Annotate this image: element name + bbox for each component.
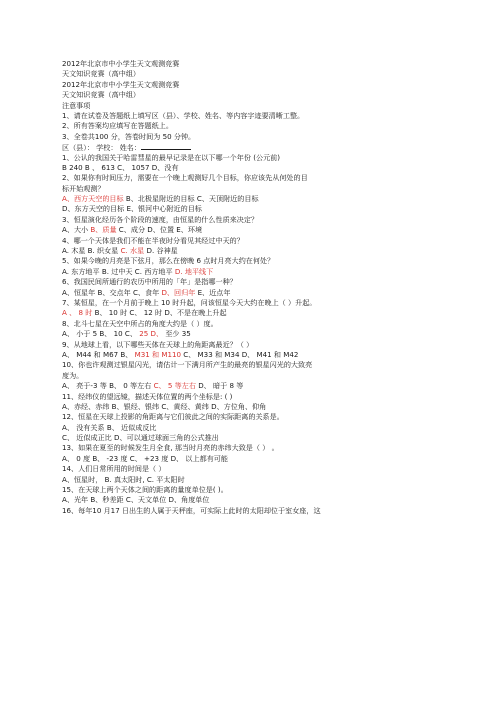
question-list — [62, 153, 442, 517]
text-segment: C、 近似成正比 D、可以通过球面三角的公式推出 — [62, 433, 219, 443]
text-segment: A、 亮于-3 等 B、 0 等左右 — [62, 381, 154, 391]
text-segment: C、成分 D、位置 E、环境 — [116, 225, 203, 235]
notice-item: 1、请在试卷及答题纸上填写区（县）、学校、姓名、等内容字迹要清晰工整。 — [62, 110, 305, 120]
text-segment: 5、如果今晚的月亮是下弦月，那么在傍晚 6 点时月亮大约在何处？ — [62, 256, 275, 266]
question-line — [62, 288, 442, 298]
question-line — [62, 360, 442, 370]
question-line — [62, 277, 442, 287]
text-segment: A、赤经、赤纬 B、银经、银纬 C、黄经、黄纬 D、方位角、仰角 — [62, 401, 267, 411]
question-line — [62, 267, 442, 277]
question-line — [62, 454, 442, 464]
question-line — [62, 485, 442, 495]
text-segment: A、恒星时， B. 真太阳时, C. 平太阳时 — [62, 474, 185, 484]
question-line — [62, 153, 442, 163]
question-line — [62, 506, 442, 516]
header-line: 天文知识竞赛（高中组） — [62, 69, 141, 79]
info-label: 区（县）： 学校： 姓名： — [62, 143, 141, 153]
text-segment: A. 东方地平 B. 过中天 C. 西方地平 — [62, 266, 175, 276]
question-line — [62, 423, 442, 433]
text-segment: D. 谷神星 — [144, 246, 178, 256]
answer-highlight: D. 地平线下 — [174, 266, 214, 276]
answer-highlight: C. 水星 — [120, 246, 145, 256]
answer-highlight: 25 D、 — [139, 329, 164, 339]
text-segment: 9、从地球上看，以下哪些天体在天球上的角距离最近？（ ） — [62, 339, 254, 349]
text-segment: 4、哪一个天体是我们不能在半夜时分看见其经过中天的？ — [62, 235, 244, 245]
text-segment: C、 M33 和 M34 D、 M41 和 M42 — [181, 349, 299, 359]
question-line — [62, 495, 442, 505]
text-segment: 至少 35 — [163, 329, 191, 339]
question-line — [62, 329, 442, 339]
question-line — [62, 298, 442, 308]
answer-highlight: A、西方天空的目标 — [62, 194, 124, 204]
text-segment: 2、如果你有时间压力，需要在一个晚上观测好几个目标，你应该先从何处的目 — [62, 173, 308, 183]
question-line — [62, 381, 442, 391]
question-line — [62, 215, 442, 225]
text-segment: A、 没有关系 B、 近似成反比 — [62, 422, 157, 432]
text-segment: E、近点年 — [195, 287, 231, 297]
text-segment: 11、经纬仪的望远镜，描述天体位置的两个坐标是: ( ) — [62, 391, 233, 401]
question-line — [62, 412, 442, 422]
question-line — [62, 256, 442, 266]
notice-item: 2、所有答案均应填写在答题纸上。 — [62, 121, 173, 131]
question-line — [62, 402, 442, 412]
text-segment: 8、北斗七星在天空中所占的角度大约是（ ）度。 — [62, 318, 218, 328]
answer-highlight: C、 5 等左右 — [153, 381, 196, 391]
text-segment: 1、公认的我国关于哈雷彗星的最早记录是在以下哪一个年份 (公元前) — [62, 152, 281, 162]
question-line — [62, 236, 442, 246]
text-segment: A. 木星 B. 织女星 — [62, 246, 121, 256]
text-segment: A、 小于 5 B、 10 C、 — [62, 329, 140, 339]
exam-text — [62, 59, 442, 516]
answer-highlight: D、回归年 — [161, 287, 196, 297]
question-line — [62, 392, 442, 402]
text-segment: D、东方天空的目标 E、银河中心附近的目标 — [62, 204, 202, 214]
question-line — [62, 246, 442, 256]
question-line — [62, 371, 442, 381]
text-segment: A、 0 度 B、 -23 度 C、 +23 度 D、 以上都有可能 — [62, 453, 228, 463]
question-line — [62, 184, 442, 194]
question-line — [62, 225, 442, 235]
text-segment: 标开始观测？ — [62, 183, 105, 193]
answer-highlight: A 、 8 时 — [62, 308, 93, 318]
question-line — [62, 163, 442, 173]
notice-item: 3、全卷共100 分，答卷时间为 50 分钟。 — [62, 131, 196, 141]
header-line: 2012年北京市中小学生天文观测竞赛 — [62, 59, 180, 68]
text-segment: 12、恒星在天球上投影的角距离与它们彼此之间的实际距离的关系是。 — [62, 412, 284, 422]
text-segment: A、 M44 和 M67 B、 — [62, 349, 135, 359]
text-segment: 6、我国民间所通行的农历中所用的「年」是指哪一种？ — [62, 277, 237, 287]
question-line — [62, 173, 442, 183]
answer-highlight: B、质量 — [90, 225, 117, 235]
question-line — [62, 204, 442, 214]
header-line: 2012年北京市中小学生天文观测竞赛 — [62, 79, 180, 89]
text-segment: 16、每年10 月17 日出生的人属于天秤座，可实际上此时的太阳却位于室女座，这 — [62, 505, 321, 515]
text-segment: A、大小 — [62, 225, 91, 235]
text-segment: B、 10 时 C、 12 时 D、不是在晚上升起 — [92, 308, 227, 318]
question-line — [62, 308, 442, 318]
question-line — [62, 350, 442, 360]
question-line — [62, 319, 442, 329]
question-line — [62, 340, 442, 350]
text-segment: 7、某恒星，在一个月前于晚上 10 时升起，问该恒星今天大约在晚上（ ）升起。 — [62, 297, 317, 307]
notice-heading: 注意事项 — [62, 100, 91, 110]
text-segment: A、光年 B、秒差距 C、天文单位 D、角度单位 — [62, 495, 210, 505]
question-line — [62, 443, 442, 453]
question-line — [62, 194, 442, 204]
question-line — [62, 464, 442, 474]
text-segment: D、 暗于 8 等 — [195, 381, 244, 391]
text-segment: 度为。 — [62, 370, 84, 380]
question-line — [62, 433, 442, 443]
text-segment: B、北极星附近的目标 C、天顶附近的目标 — [123, 194, 259, 204]
text-segment: 13、如果在夏至的时候发生月全食, 那当时月亮的赤纬大致是（ ） 。 — [62, 443, 279, 453]
answer-highlight: M31 和 M110 — [134, 349, 181, 359]
text-segment: B 240 B 、 613 C、 1057 D、没有 — [62, 162, 179, 172]
text-segment: 3、恒星演化经历各个阶段的速度，由恒星的什么性质来决定？ — [62, 214, 259, 224]
text-segment: 14、人们日常所用的时间是（ ） — [62, 464, 166, 474]
info-line — [62, 142, 442, 152]
text-segment: A、恒星年 B、交点年 C、食年 — [62, 287, 162, 297]
text-segment: 10、你也许观测过银星闪光，请估计一下满月所产生的最亮的银星闪光的大致亮 — [62, 360, 313, 370]
text-segment: 15、在天球上两个天体之间的距离的量度单位是( )。 — [62, 485, 228, 495]
question-line — [62, 475, 442, 485]
name-blank — [141, 142, 191, 150]
header-line: 天文知识竞赛（高中组） — [62, 90, 141, 100]
